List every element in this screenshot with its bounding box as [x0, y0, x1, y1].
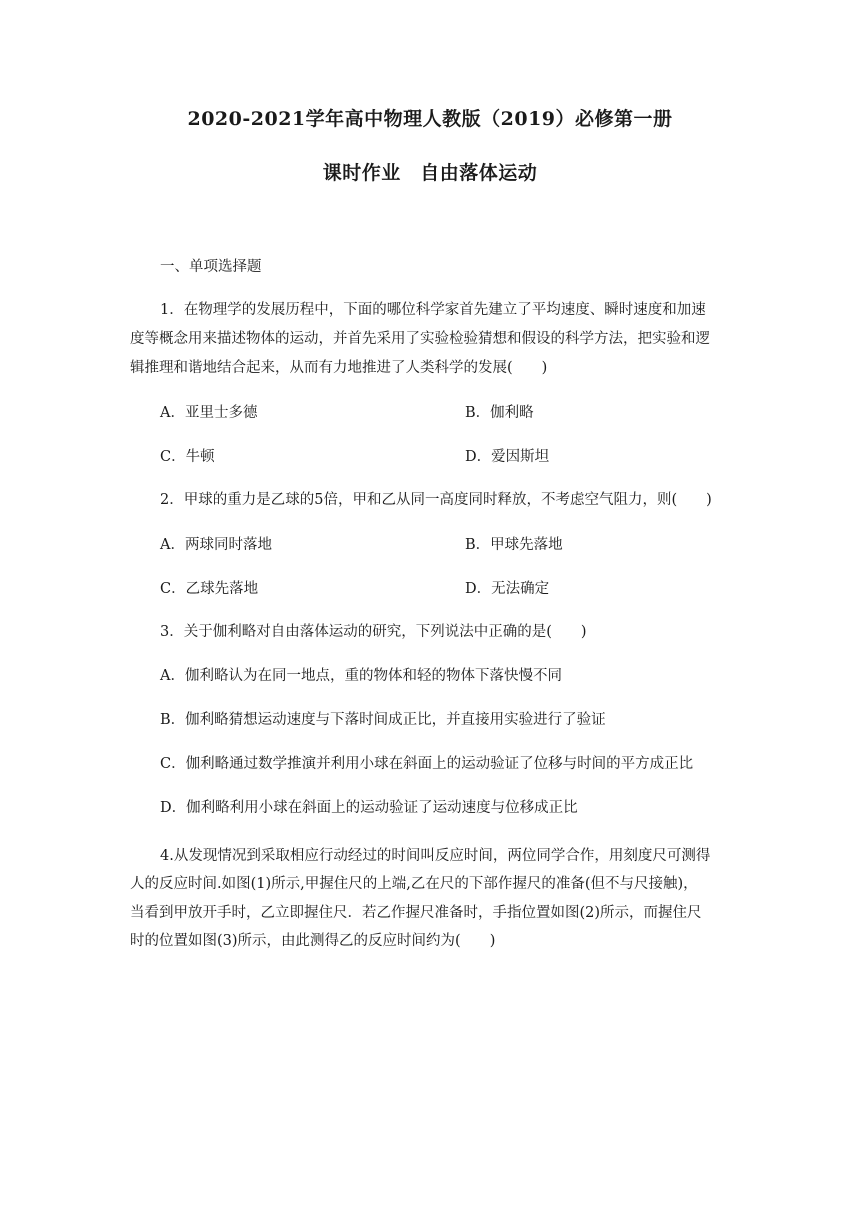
- section-heading: 一、单项选择题: [160, 259, 262, 275]
- question-3-option-a: A．伽利略认为在同一地点，重的物体和轻的物体下落快慢不同: [160, 668, 562, 684]
- question-1-option-c: C．牛顿: [160, 449, 215, 465]
- question-1-line-3: 辑推理和谐地结合起来，从而有力地推进了人类科学的发展( ): [130, 360, 548, 376]
- question-4-line-4: 时的位置如图(3)所示，由此测得乙的反应时间约为( ): [130, 933, 496, 949]
- question-1-option-a: A．亚里士多德: [160, 405, 258, 421]
- question-1-line-1: 1．在物理学的发展历程中，下面的哪位科学家首先建立了平均速度、瞬时速度和加速: [160, 302, 706, 318]
- question-1-line-2: 度等概念用来描述物体的运动，并首先采用了实验检验猜想和假设的科学方法，把实验和逻: [130, 331, 710, 347]
- question-4-line-2: 人的反应时间.如图(1)所示,甲握住尺的上端,乙在尺的下部作握尺的准备(但不与尺接触)，: [130, 876, 698, 892]
- question-3-option-c: C．伽利略通过数学推演并利用小球在斜面上的运动验证了位移与时间的平方成正比: [160, 756, 694, 772]
- question-1-option-d: D．爱因斯坦: [465, 449, 550, 465]
- question-4-line-1: 4.从发现情况到采取相应行动经过的时间叫反应时间，两位同学合作，用刻度尺可测得: [160, 848, 711, 864]
- document-title: 2020-2021学年高中物理人教版（2019）必修第一册: [187, 108, 673, 130]
- question-3-option-b: B．伽利略猜想运动速度与下落时间成正比，并直接用实验进行了验证: [160, 712, 606, 728]
- question-3-line-1: 3．关于伽利略对自由落体运动的研究，下列说法中正确的是( ): [160, 624, 587, 640]
- document-subtitle: 课时作业 自由落体运动: [322, 162, 538, 184]
- question-1-option-b: B．伽利略: [465, 405, 534, 421]
- question-3-option-d: D．伽利略利用小球在斜面上的运动验证了运动速度与位移成正比: [160, 800, 578, 816]
- question-2-line-1: 2．甲球的重力是乙球的5倍，甲和乙从同一高度同时释放，不考虑空气阻力，则( ): [160, 492, 712, 508]
- question-2-option-d: D．无法确定: [465, 581, 550, 597]
- question-2-option-a: A．两球同时落地: [160, 537, 272, 553]
- question-2-option-c: C．乙球先落地: [160, 581, 259, 597]
- question-4-line-3: 当看到甲放开手时，乙立即握住尺．若乙作握尺准备时，手指位置如图(2)所示，而握住尺: [130, 905, 702, 921]
- question-2-option-b: B．甲球先落地: [465, 537, 563, 553]
